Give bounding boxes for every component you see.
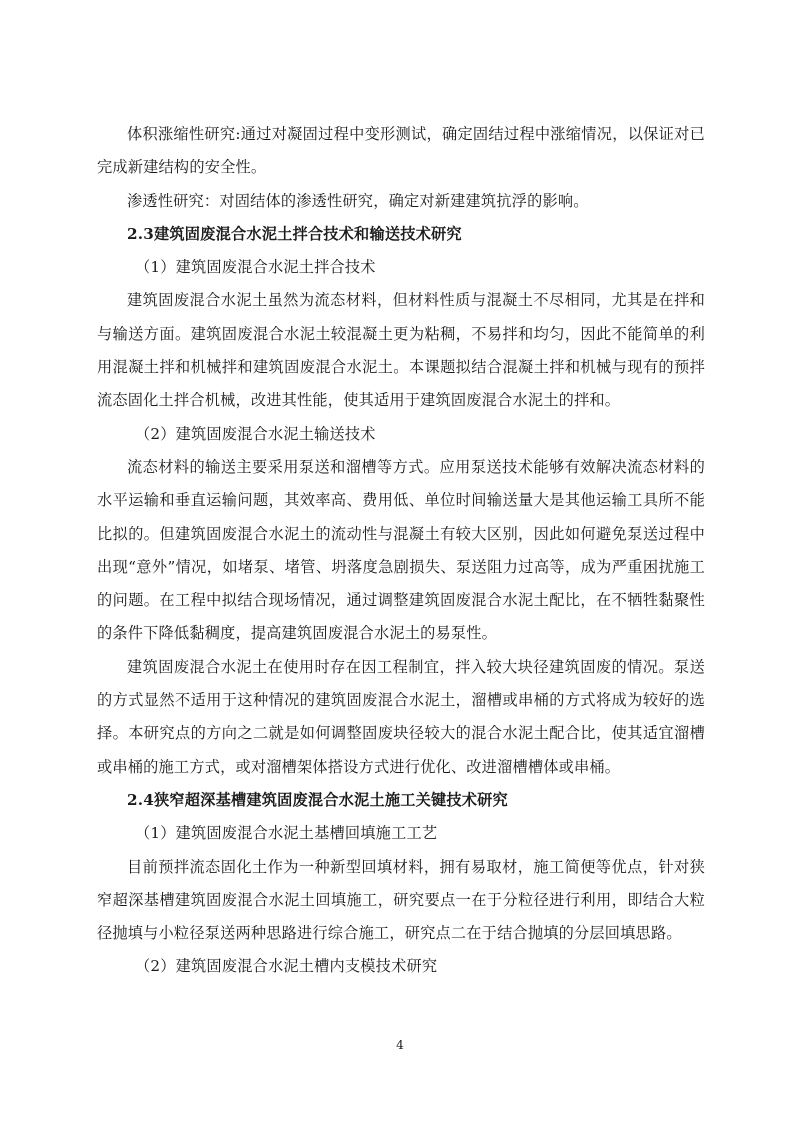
- paragraph-chute-description: 建筑固废混合水泥土在使用时存在因工程制宜，拌入较大块径建筑固废的情况。泵送的方式显然不适用于这种情况的建筑固废混合水泥土，溜槽或串桶的方式将成为较好的选择。本研究点的方向之二就是如何调整固废块径较大的混合水泥土配合比，使其适宜溜槽或串桶的施工方式，或对溜槽架体搭设方式进行优化、改进溜槽槽体或串桶。: [97, 657, 705, 776]
- subheading-conveying-technology: （2）建筑固废混合水泥土输送技术: [135, 424, 376, 443]
- paragraph-backfill-description: 目前预拌流态固化土作为一种新型回填材料，拥有易取材，施工简便等优点，针对狭窄超深基槽建筑固废混合水泥土回填施工，研究要点一在于分粒径进行利用，即结合大粒径抛填与小粒径泵送两种思路进行综合施工，研究点二在于结合抛填的分层回填思路。: [97, 857, 705, 943]
- subheading-formwork-research: （2）建筑固废混合水泥土槽内支模技术研究: [135, 957, 438, 976]
- subheading-backfill-process: （1）建筑固废混合水泥土基槽回填施工工艺: [135, 824, 438, 843]
- paragraph-volume-expansion: 体积涨缩性研究:通过对凝固过程中变形测试，确定固结过程中涨缩情况，以保证对已完成新建结构的安全性。: [97, 125, 705, 177]
- section-heading-2-4: 2.4狭窄超深基槽建筑固废混合水泥土施工关键技术研究: [127, 790, 508, 809]
- section-heading-2-3: 2.3建筑固废混合水泥土拌合技术和输送技术研究: [127, 224, 462, 243]
- page-number: 4: [396, 1038, 404, 1052]
- paragraph-mixing-description: 建筑固废混合水泥土虽然为流态材料，但材料性质与混凝土不尽相同，尤其是在拌和与输送方面。建筑固废混合水泥土较混凝土更为粘稠，不易拌和均匀，因此不能简单的利用混凝土拌和机械拌和建筑固废混合水泥土。本课题拟结合混凝土拌和机械与现有的预拌流态固化土拌合机械，改进其性能，使其适用于建筑固废混合水泥土的拌和。: [97, 291, 705, 410]
- paragraph-pumping-description: 流态材料的输送主要采用泵送和溜槽等方式。应用泵送技术能够有效解决流态材料的水平运输和垂直运输问题，其效率高、费用低、单位时间输送量大是其他运输工具所不能比拟的。但建筑固废混合水泥土的流动性与混凝土有较大区别，因此如何避免泵送过程中出现“意外”情况，如堵泵、堵管、坍落度急剧损失、泵送阻力过高等，成为严重困扰施工的问题。在工程中拟结合现场情况，通过调整建筑固废混合水泥土配比，在不牺牲黏聚性的条件下降低黏稠度，提高建筑固废混合水泥土的易泵性。: [97, 457, 705, 643]
- subheading-mixing-technology: （1）建筑固废混合水泥土拌合技术: [135, 258, 376, 277]
- page-body: [97, 118, 705, 984]
- paragraph-permeability: 渗透性研究：对固结体的渗透性研究，确定对新建建筑抗浮的影响。: [127, 191, 589, 210]
